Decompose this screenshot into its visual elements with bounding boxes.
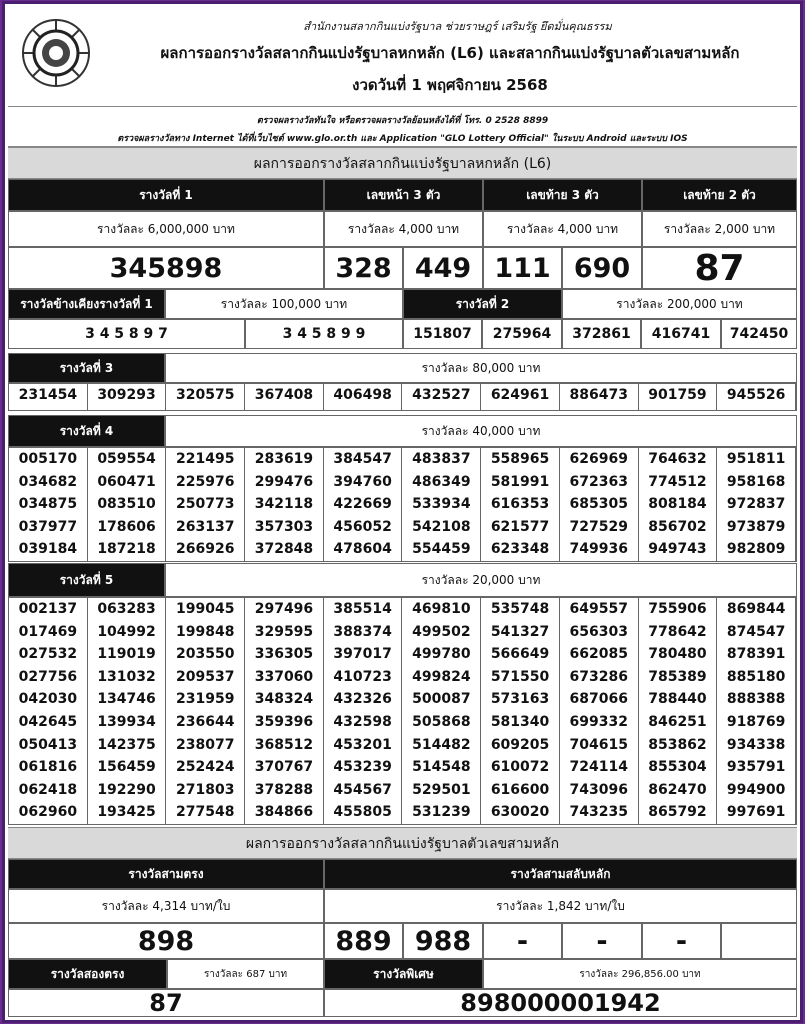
prize-number: 621577 xyxy=(481,516,560,539)
prize-number: 778642 xyxy=(639,621,718,644)
check-info xyxy=(8,107,797,147)
prize-number: 017469 xyxy=(9,621,88,644)
prize-number: 499502 xyxy=(402,621,481,644)
check-web: ตรวจผลรางวัลทาง Internet ได้ที่เว็บไซต์ www.glo.or.th และ Application "GLO Lottery Official" ในระบบ Android และระบบ IOS xyxy=(117,134,688,144)
check-phone: ตรวจผลรางวัลทันใจ หรือตรวจผลรางวัลย้อนหลังได้ที่ โทร. 0 2528 8899 xyxy=(256,116,549,126)
third-prize-label: รางวัลที่ 3 xyxy=(8,353,165,383)
prize-number: 862470 xyxy=(639,779,718,802)
prize-number: 432598 xyxy=(324,711,403,734)
n3-section-title: ผลการออกรางวัลสลากกินแบ่งรัฐบาลตัวเลขสามหลัก xyxy=(8,827,797,859)
prize-number: 558965 xyxy=(481,448,560,471)
prize-number: 263137 xyxy=(166,516,245,539)
prize-number: 193425 xyxy=(88,801,167,824)
glo-emblem-icon xyxy=(20,17,92,89)
second-prize-number: 742450 xyxy=(721,319,797,349)
prize-number: 277548 xyxy=(166,801,245,824)
prize-number: 142375 xyxy=(88,734,167,757)
prize-number: 397017 xyxy=(324,643,403,666)
prize-number: 626969 xyxy=(560,448,639,471)
special-prize-amount: รางวัลละ 296,856.00 บาท xyxy=(483,959,797,989)
prize-number: 846251 xyxy=(639,711,718,734)
prize-number: 541327 xyxy=(481,621,560,644)
prize-number: 039184 xyxy=(9,538,88,561)
prize-number: 432527 xyxy=(402,384,481,410)
prize-number: 972837 xyxy=(717,493,796,516)
prize-number: 649557 xyxy=(560,598,639,621)
fourth-prize-grid xyxy=(8,447,797,562)
prize-number: 533934 xyxy=(402,493,481,516)
near-prize-amount: รางวัลละ 100,000 บาท xyxy=(165,289,403,319)
prize-number: 083510 xyxy=(88,493,167,516)
prize-number: 187218 xyxy=(88,538,167,561)
prize-number: 483837 xyxy=(402,448,481,471)
prize-number: 685305 xyxy=(560,493,639,516)
prize-number: 901759 xyxy=(639,384,718,410)
prize-number: 063283 xyxy=(88,598,167,621)
prize-number: 610072 xyxy=(481,756,560,779)
special-prize-label: รางวัลพิเศษ xyxy=(324,959,483,989)
prize-number: 616353 xyxy=(481,493,560,516)
prize-number: 505868 xyxy=(402,711,481,734)
prize-number: 384547 xyxy=(324,448,403,471)
prize-number: 499824 xyxy=(402,666,481,689)
prize-number: 104992 xyxy=(88,621,167,644)
second-prize-amount: รางวัลละ 200,000 บาท xyxy=(562,289,797,319)
prize-number: 370767 xyxy=(245,756,324,779)
third-prize-amount: รางวัลละ 80,000 บาท xyxy=(165,353,797,383)
second-prize-label: รางวัลที่ 2 xyxy=(403,289,562,319)
second-prize-number: 151807 xyxy=(403,319,482,349)
prize-number: 478604 xyxy=(324,538,403,561)
prize-number: 885180 xyxy=(717,666,796,689)
prize-number: 027756 xyxy=(9,666,88,689)
prize-number: 958168 xyxy=(717,471,796,494)
prize-number: 749936 xyxy=(560,538,639,561)
prize-number: 672363 xyxy=(560,471,639,494)
prize-number: 199045 xyxy=(166,598,245,621)
prize-number: 266926 xyxy=(166,538,245,561)
prize-number: 609205 xyxy=(481,734,560,757)
first-prize-number: 345898 xyxy=(8,247,324,289)
prize-number: 297496 xyxy=(245,598,324,621)
prize-number: 250773 xyxy=(166,493,245,516)
prize-number: 935791 xyxy=(717,756,796,779)
prize-number: 743096 xyxy=(560,779,639,802)
near-prize-number: 3 4 5 8 9 7 xyxy=(8,319,245,349)
prize-number: 673286 xyxy=(560,666,639,689)
straight3-label: รางวัลสามตรง xyxy=(8,859,324,889)
prize-number: 329595 xyxy=(245,621,324,644)
prize-number: 422669 xyxy=(324,493,403,516)
prize-number: 500087 xyxy=(402,688,481,711)
prize-number: 888388 xyxy=(717,688,796,711)
fifth-prize-label: รางวัลที่ 5 xyxy=(8,563,165,597)
straight3-number: 898 xyxy=(8,923,324,959)
prize-number: 949743 xyxy=(639,538,718,561)
prize-number: 808184 xyxy=(639,493,718,516)
prize-number: 309293 xyxy=(88,384,167,410)
prize-number: 192290 xyxy=(88,779,167,802)
prize-number: 945526 xyxy=(717,384,796,410)
prize-number: 027532 xyxy=(9,643,88,666)
prize-number: 630020 xyxy=(481,801,560,824)
prize-number: 231454 xyxy=(9,384,88,410)
prize-number: 221495 xyxy=(166,448,245,471)
prize-number: 456052 xyxy=(324,516,403,539)
prize-number: 573163 xyxy=(481,688,560,711)
prize-number: 780480 xyxy=(639,643,718,666)
two-straight-label: รางวัลสองตรง xyxy=(8,959,167,989)
front3-label: เลขหน้า 3 ตัว xyxy=(324,179,483,211)
straight3-amount: รางวัลละ 4,314 บาท/ใบ xyxy=(8,889,324,923)
permute3-number: - xyxy=(642,923,721,959)
l6-section-title: ผลการออกรางวัลสลากกินแบ่งรัฐบาลหกหลัก (L6) xyxy=(8,147,797,179)
prize-number: 178606 xyxy=(88,516,167,539)
special-prize-number: 898000001942 xyxy=(324,989,797,1017)
prize-number: 869844 xyxy=(717,598,796,621)
prize-number: 203550 xyxy=(166,643,245,666)
prize-number: 406498 xyxy=(324,384,403,410)
near-prize-number: 3 4 5 8 9 9 xyxy=(245,319,403,349)
two-straight-number: 87 xyxy=(8,989,324,1017)
prize-number: 348324 xyxy=(245,688,324,711)
prize-number: 616600 xyxy=(481,779,560,802)
prize-number: 704615 xyxy=(560,734,639,757)
prize-number: 531239 xyxy=(402,801,481,824)
back3-number: 111 xyxy=(483,247,562,289)
prize-number: 853862 xyxy=(639,734,718,757)
prize-number: 042645 xyxy=(9,711,88,734)
front3-number: 449 xyxy=(403,247,483,289)
prize-number: 388374 xyxy=(324,621,403,644)
prize-number: 571550 xyxy=(481,666,560,689)
prize-number: 368512 xyxy=(245,734,324,757)
prize-number: 432326 xyxy=(324,688,403,711)
permute3-number: 889 xyxy=(324,923,403,959)
page-title: ผลการออกรางวัลสลากกินแบ่งรัฐบาลหกหลัก (L6) และสลากกินแบ่งรัฐบาลตัวเลขสามหลัก xyxy=(160,44,740,62)
prize-number: 271803 xyxy=(166,779,245,802)
prize-number: 951811 xyxy=(717,448,796,471)
prize-number: 455805 xyxy=(324,801,403,824)
prize-number: 624961 xyxy=(481,384,560,410)
permute3-empty-cell xyxy=(721,923,797,959)
back2-label: เลขท้าย 2 ตัว xyxy=(642,179,797,211)
prize-number: 131032 xyxy=(88,666,167,689)
two-straight-amount: รางวัลละ 687 บาท xyxy=(167,959,324,989)
prize-number: 662085 xyxy=(560,643,639,666)
prize-number: 134746 xyxy=(88,688,167,711)
prize-number: 139934 xyxy=(88,711,167,734)
prize-number: 453239 xyxy=(324,756,403,779)
permute3-label: รางวัลสามสลับหลัก xyxy=(324,859,797,889)
prize-number: 238077 xyxy=(166,734,245,757)
prize-number: 119019 xyxy=(88,643,167,666)
prize-number: 378288 xyxy=(245,779,324,802)
prize-number: 357303 xyxy=(245,516,324,539)
fifth-prize-amount: รางวัลละ 20,000 บาท xyxy=(165,563,797,597)
prize-number: 886473 xyxy=(560,384,639,410)
draw-date: งวดวันที่ 1 พฤศจิกายน 2568 xyxy=(352,76,548,94)
prize-number: 656303 xyxy=(560,621,639,644)
fifth-prize-grid xyxy=(8,597,797,825)
second-prize-number: 416741 xyxy=(641,319,721,349)
back3-amount: รางวัลละ 4,000 บาท xyxy=(483,211,642,247)
back3-number: 690 xyxy=(562,247,642,289)
prize-number: 529501 xyxy=(402,779,481,802)
prize-number: 034875 xyxy=(9,493,88,516)
prize-number: 982809 xyxy=(717,538,796,561)
third-prize-grid xyxy=(8,383,797,411)
prize-number: 856702 xyxy=(639,516,718,539)
prize-number: 062960 xyxy=(9,801,88,824)
prize-number: 034682 xyxy=(9,471,88,494)
prize-number: 454567 xyxy=(324,779,403,802)
lottery-results-sheet xyxy=(5,4,800,1020)
prize-number: 554459 xyxy=(402,538,481,561)
prize-number: 410723 xyxy=(324,666,403,689)
prize-number: 060471 xyxy=(88,471,167,494)
prize-number: 050413 xyxy=(9,734,88,757)
prize-number: 973879 xyxy=(717,516,796,539)
prize-number: 774512 xyxy=(639,471,718,494)
prize-number: 394760 xyxy=(324,471,403,494)
prize-number: 342118 xyxy=(245,493,324,516)
header xyxy=(8,7,797,107)
prize-number: 687066 xyxy=(560,688,639,711)
permute3-number: - xyxy=(483,923,562,959)
prize-number: 486349 xyxy=(402,471,481,494)
prize-number: 878391 xyxy=(717,643,796,666)
prize-number: 199848 xyxy=(166,621,245,644)
back3-label: เลขท้าย 3 ตัว xyxy=(483,179,642,211)
permute3-amount: รางวัลละ 1,842 บาท/ใบ xyxy=(324,889,797,923)
prize-number: 727529 xyxy=(560,516,639,539)
prize-number: 581991 xyxy=(481,471,560,494)
permute3-number: 988 xyxy=(403,923,483,959)
prize-number: 209537 xyxy=(166,666,245,689)
prize-number: 231959 xyxy=(166,688,245,711)
first-prize-amount: รางวัลละ 6,000,000 บาท xyxy=(8,211,324,247)
near-prize-label: รางวัลข้างเคียงรางวัลที่ 1 xyxy=(8,289,165,319)
prize-number: 061816 xyxy=(9,756,88,779)
prize-number: 372848 xyxy=(245,538,324,561)
prize-number: 755906 xyxy=(639,598,718,621)
prize-number: 918769 xyxy=(717,711,796,734)
prize-number: 299476 xyxy=(245,471,324,494)
prize-number: 336305 xyxy=(245,643,324,666)
prize-number: 283619 xyxy=(245,448,324,471)
permute3-number: - xyxy=(562,923,642,959)
prize-number: 764632 xyxy=(639,448,718,471)
prize-number: 865792 xyxy=(639,801,718,824)
prize-number: 042030 xyxy=(9,688,88,711)
prize-number: 453201 xyxy=(324,734,403,757)
prize-number: 724114 xyxy=(560,756,639,779)
prize-number: 934338 xyxy=(717,734,796,757)
prize-number: 384866 xyxy=(245,801,324,824)
prize-number: 581340 xyxy=(481,711,560,734)
prize-number: 788440 xyxy=(639,688,718,711)
prize-number: 566649 xyxy=(481,643,560,666)
second-prize-number: 372861 xyxy=(562,319,641,349)
prize-number: 785389 xyxy=(639,666,718,689)
prize-number: 156459 xyxy=(88,756,167,779)
prize-number: 005170 xyxy=(9,448,88,471)
prize-number: 874547 xyxy=(717,621,796,644)
prize-number: 994900 xyxy=(717,779,796,802)
org-motto: สำนักงานสลากกินแบ่งรัฐบาล ช่วยราษฎร์ เสริมรัฐ ยึดมั่นคุณธรรม xyxy=(303,20,612,33)
prize-number: 225976 xyxy=(166,471,245,494)
back2-amount: รางวัลละ 2,000 บาท xyxy=(642,211,797,247)
prize-number: 236644 xyxy=(166,711,245,734)
prize-number: 252424 xyxy=(166,756,245,779)
fourth-prize-label: รางวัลที่ 4 xyxy=(8,415,165,447)
prize-number: 499780 xyxy=(402,643,481,666)
prize-number: 337060 xyxy=(245,666,324,689)
first-prize-label: รางวัลที่ 1 xyxy=(8,179,324,211)
prize-number: 514548 xyxy=(402,756,481,779)
prize-number: 514482 xyxy=(402,734,481,757)
prize-number: 385514 xyxy=(324,598,403,621)
prize-number: 367408 xyxy=(245,384,324,410)
prize-number: 059554 xyxy=(88,448,167,471)
back2-number: 87 xyxy=(642,247,797,289)
prize-number: 469810 xyxy=(402,598,481,621)
prize-number: 542108 xyxy=(402,516,481,539)
front3-amount: รางวัลละ 4,000 บาท xyxy=(324,211,483,247)
prize-number: 699332 xyxy=(560,711,639,734)
prize-number: 359396 xyxy=(245,711,324,734)
prize-number: 743235 xyxy=(560,801,639,824)
prize-number: 002137 xyxy=(9,598,88,621)
prize-number: 535748 xyxy=(481,598,560,621)
front3-number: 328 xyxy=(324,247,403,289)
second-prize-number: 275964 xyxy=(482,319,562,349)
prize-number: 623348 xyxy=(481,538,560,561)
prize-number: 320575 xyxy=(166,384,245,410)
prize-number: 855304 xyxy=(639,756,718,779)
prize-number: 997691 xyxy=(717,801,796,824)
prize-number: 062418 xyxy=(9,779,88,802)
fourth-prize-amount: รางวัลละ 40,000 บาท xyxy=(165,415,797,447)
prize-number: 037977 xyxy=(9,516,88,539)
